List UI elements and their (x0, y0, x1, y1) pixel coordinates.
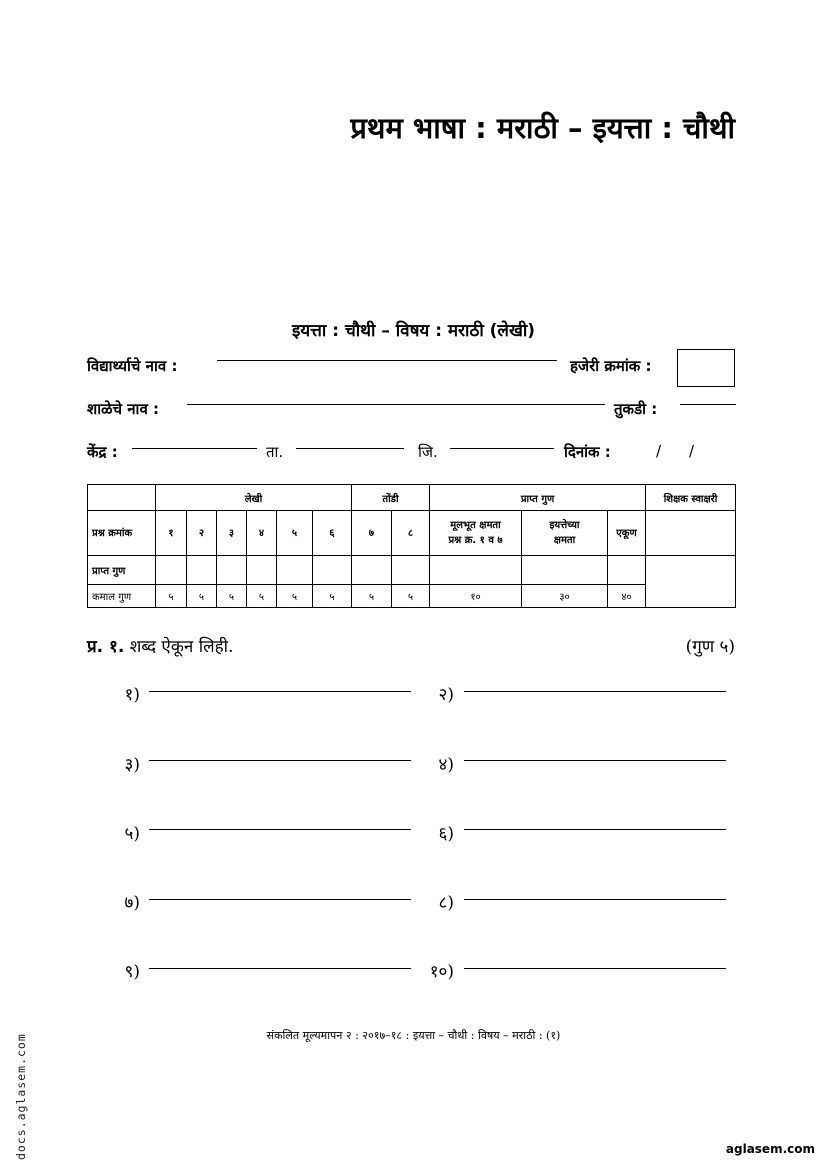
table-corner-cell (88, 485, 156, 511)
question-number: २ (187, 511, 217, 556)
max-mark-cell: ५ (392, 585, 430, 608)
answer-line[interactable] (464, 691, 726, 692)
answer-number: ९) (124, 962, 140, 982)
answer-number: ५) (124, 824, 140, 844)
answer-line[interactable] (464, 760, 726, 761)
obtained-mark-cell[interactable] (247, 556, 277, 585)
date-separator: / (689, 442, 695, 460)
oral-header: तोंडी (352, 485, 430, 511)
division-label: तुकडी : (614, 400, 658, 418)
student-name-field[interactable] (217, 360, 557, 361)
grade-skill-header-line2: क्षमता (553, 535, 576, 546)
total-header: एकूण (608, 511, 646, 556)
question-text: शब्द ऐकून लिही. (124, 637, 234, 657)
answer-number: ३) (124, 755, 140, 775)
centre-label: केंद्र : (87, 443, 118, 461)
teacher-sign-cell[interactable] (646, 511, 736, 556)
basic-skill-header-line1: मूलभूत क्षमता (450, 520, 501, 531)
answer-line[interactable] (149, 968, 411, 969)
question-number: ७ (352, 511, 392, 556)
obtained-mark-cell[interactable] (352, 556, 392, 585)
obtained-total-cell[interactable] (608, 556, 646, 585)
answer-line[interactable] (464, 899, 726, 900)
obtained-header: प्राप्त गुण (430, 485, 646, 511)
answer-number: ८) (438, 893, 454, 913)
question-number: ८ (392, 511, 430, 556)
max-mark-cell: ५ (187, 585, 217, 608)
max-basic-cell: १० (430, 585, 522, 608)
answer-number: ६) (438, 824, 454, 844)
answer-line[interactable] (149, 829, 411, 830)
question-marks: (गुण ५) (685, 637, 735, 657)
division-field[interactable] (680, 404, 736, 405)
page-footer: संकलित मूल्यमापन २ : २०१७–१८ : इयत्ता – चौथी : विषय – मराठी : (१) (266, 1029, 561, 1042)
obtained-mark-cell[interactable] (187, 556, 217, 585)
max-mark-cell: ५ (277, 585, 313, 608)
student-name-label: विद्यार्थ्याचे नाव : (87, 357, 178, 375)
obtained-mark-cell[interactable] (156, 556, 187, 585)
question-no-row-label: प्रश्न क्रमांक (88, 511, 156, 556)
obtained-mark-cell[interactable] (277, 556, 313, 585)
max-total-cell: ४० (608, 585, 646, 608)
written-header: लेखी (156, 485, 352, 511)
obtained-marks-row-label: प्राप्त गुण (88, 556, 156, 585)
teacher-sign-header: शिक्षक स्वाक्षरी (646, 485, 736, 511)
answer-number: ४) (438, 755, 454, 775)
max-grade-cell: ३० (522, 585, 608, 608)
obtained-mark-cell[interactable] (313, 556, 352, 585)
teacher-sign-box[interactable] (646, 556, 736, 608)
max-mark-cell: ५ (352, 585, 392, 608)
max-mark-cell: ५ (156, 585, 187, 608)
district-field[interactable] (450, 448, 554, 449)
question-number: १ (156, 511, 187, 556)
grade-skill-header-line1: इयत्तेच्या (549, 520, 580, 531)
marks-table (87, 484, 736, 608)
question-number: प्र. १. (87, 637, 125, 657)
obtained-mark-cell[interactable] (217, 556, 247, 585)
bottom-watermark: aglasem.com (725, 1142, 815, 1156)
answer-number: २) (438, 685, 454, 705)
district-label: जि. (418, 443, 438, 461)
taluka-field[interactable] (296, 448, 404, 449)
date-separator: / (656, 442, 662, 460)
taluka-label: ता. (266, 443, 284, 461)
grade-skill-header (522, 511, 608, 556)
school-name-field[interactable] (187, 404, 605, 405)
max-marks-row-label: कमाल गुण (88, 585, 156, 608)
basic-skill-header (430, 511, 522, 556)
question-heading (87, 634, 233, 657)
obtained-basic-cell[interactable] (430, 556, 522, 585)
answer-line[interactable] (149, 899, 411, 900)
max-mark-cell: ५ (217, 585, 247, 608)
question-number: ६ (313, 511, 352, 556)
answer-number: १) (124, 685, 140, 705)
roll-no-box[interactable] (677, 349, 735, 387)
basic-skill-header-line2: प्रश्न क्र. १ व ७ (448, 535, 503, 546)
answer-number: ७) (124, 893, 140, 913)
centre-field[interactable] (132, 448, 257, 449)
max-mark-cell: ५ (247, 585, 277, 608)
school-name-label: शाळेचे नाव : (87, 400, 160, 418)
max-mark-cell: ५ (313, 585, 352, 608)
question-number: ४ (247, 511, 277, 556)
answer-line[interactable] (149, 760, 411, 761)
question-number: ३ (217, 511, 247, 556)
side-watermark: docs.aglasem.com (14, 1033, 28, 1160)
roll-no-label: हजेरी क्रमांक : (570, 357, 652, 375)
question-number: ५ (277, 511, 313, 556)
date-label: दिनांक : (564, 443, 611, 461)
obtained-mark-cell[interactable] (392, 556, 430, 585)
page-title: प्रथम भाषा : मराठी – इयत्ता : चौथी (350, 111, 735, 145)
answer-number: १०) (429, 962, 454, 982)
answer-line[interactable] (464, 968, 726, 969)
answer-line[interactable] (464, 829, 726, 830)
answer-line[interactable] (149, 691, 411, 692)
exam-subtitle: इयत्ता : चौथी – विषय : मराठी (लेखी) (291, 321, 536, 341)
obtained-grade-cell[interactable] (522, 556, 608, 585)
